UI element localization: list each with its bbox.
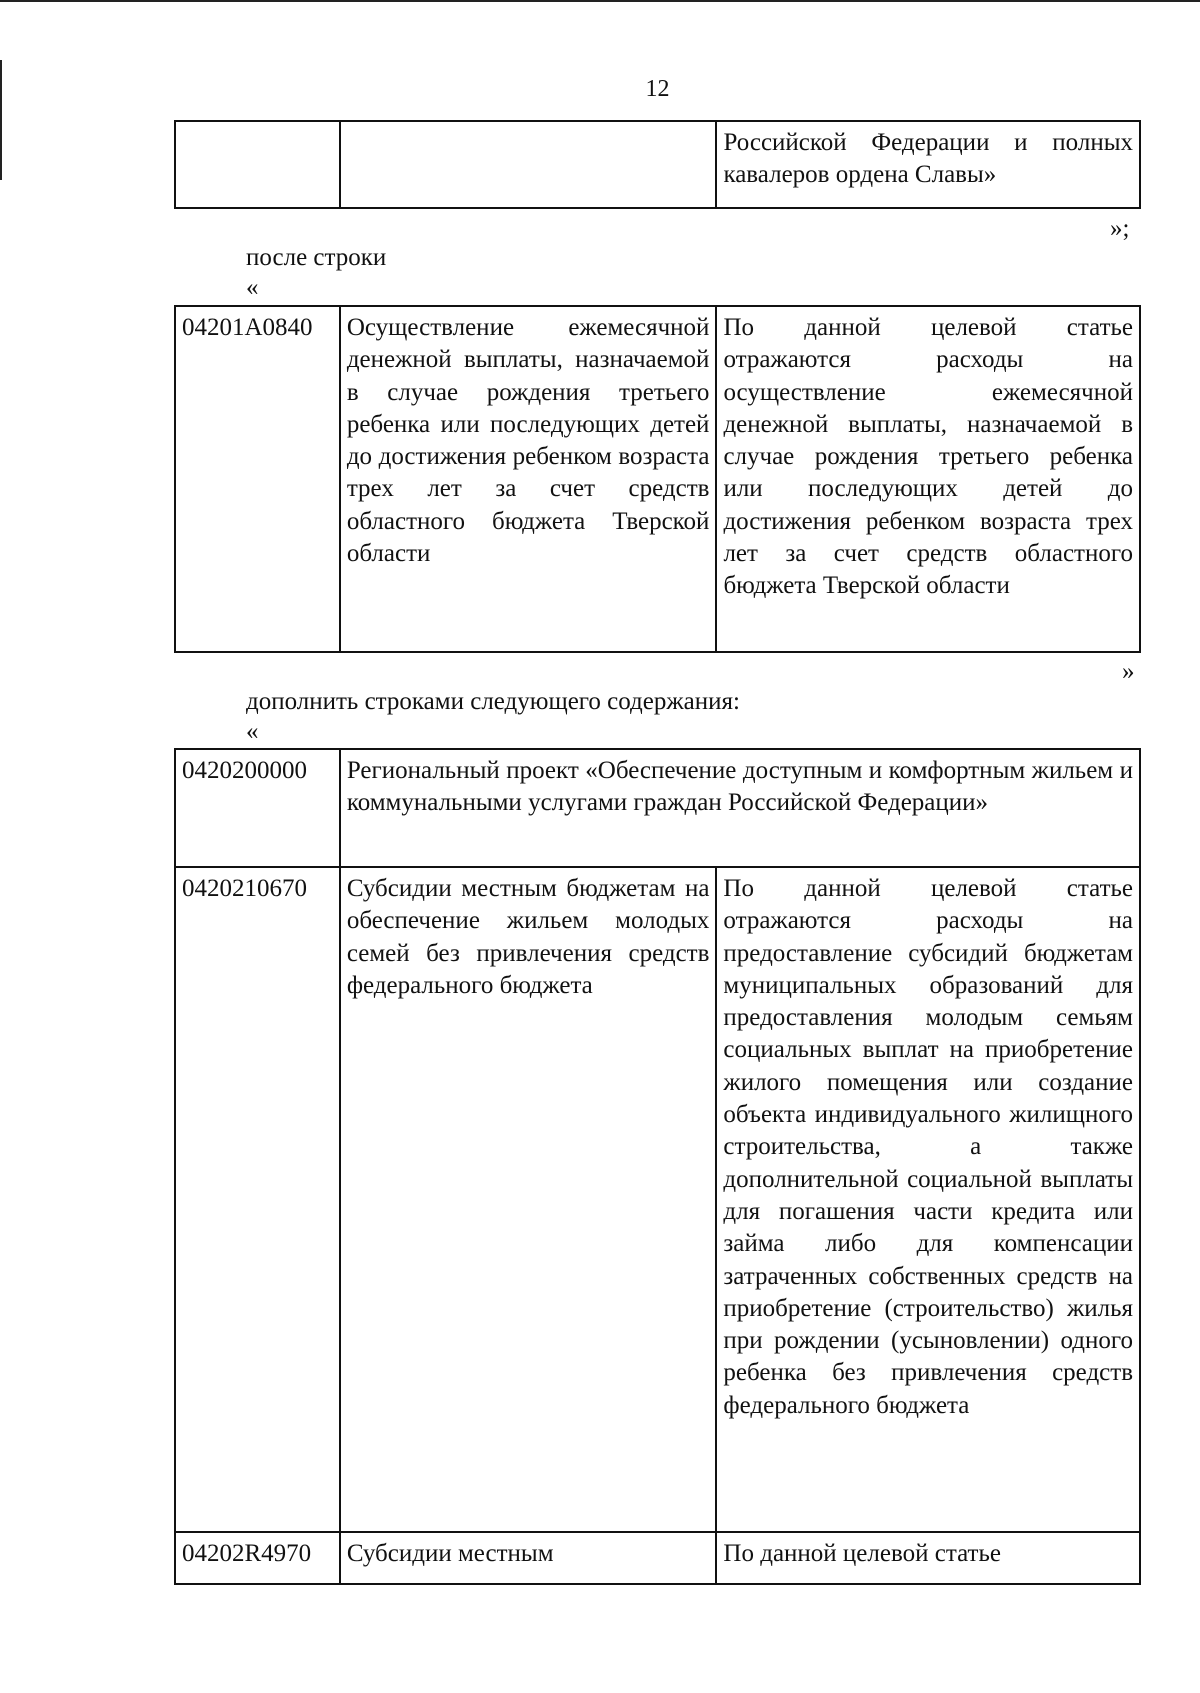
code-cell: 0420210670 [175,867,340,1532]
page-number: 12 [645,76,670,102]
name-cell: Субсидии местным бюджетам на обеспечение жильем молодых семей без привлечения средств федерального бюджета [340,867,717,1532]
description-cell: По данной целевой статье отражаются расходы на осуществление ежемесячной денежной выплаты, назначаемой в случае рождения третьего ребенка или последующих детей до достижения ребенком возраста трех лет за счет средств областного бюджета Тверской области [716,306,1140,652]
table-row [175,306,1140,652]
name-cell: Осуществление ежемесячной денежной выплаты, назначаемой в случае рождения третьего ребенка или последующих детей до достижения ребенком возраста трех лет за счет средств областного бюджета Тверской области [340,306,717,652]
scan-edge-top [0,0,1200,2]
code-cell: 04201А0840 [175,306,340,652]
table-header-row [175,749,1140,867]
description-cell: По данной целевой статье [716,1532,1140,1584]
opening-quote-2: « [246,718,259,745]
table-row [175,121,1140,208]
closing-quote-semicolon: »; [1110,215,1130,242]
code-cell: 04202R4970 [175,1532,340,1584]
closing-quote: » [1122,658,1135,685]
supplement-text: дополнить строками следующего содержания: [246,688,740,715]
name-cell: Субсидии местным [340,1532,717,1584]
name-cell [340,121,717,208]
code-cell: 0420200000 [175,749,340,867]
code-cell [175,121,340,208]
table-row [175,867,1140,1532]
table-middle [174,305,1141,653]
table-bottom [174,748,1141,1585]
after-row-text: после строки [246,244,387,271]
opening-quote-1: « [246,274,259,301]
description-cell: Российской Федерации и полных кавалеров ордена Славы» [716,121,1140,208]
description-cell: По данной целевой статье отражаются расходы на предоставление субсидий бюджетам муниципальных образований для предоставления молодым семьям социальных выплат на приобретение жилого помещения или создание объекта индивидуального жилищного строительства, а также дополнительной социальной выплаты для погашения части кредита или займа либо для компенсации затраченных собственных средств на приобретение (строительство) жилья при рождении (усыновлении) одного ребенка без привлечения средств федерального бюджета [716,867,1140,1532]
table-top [174,120,1141,209]
table-row [175,1532,1140,1584]
project-name-cell: Региональный проект «Обеспечение доступным и комфортным жильем и коммунальными услугами граждан Российской Федерации» [340,749,1140,867]
